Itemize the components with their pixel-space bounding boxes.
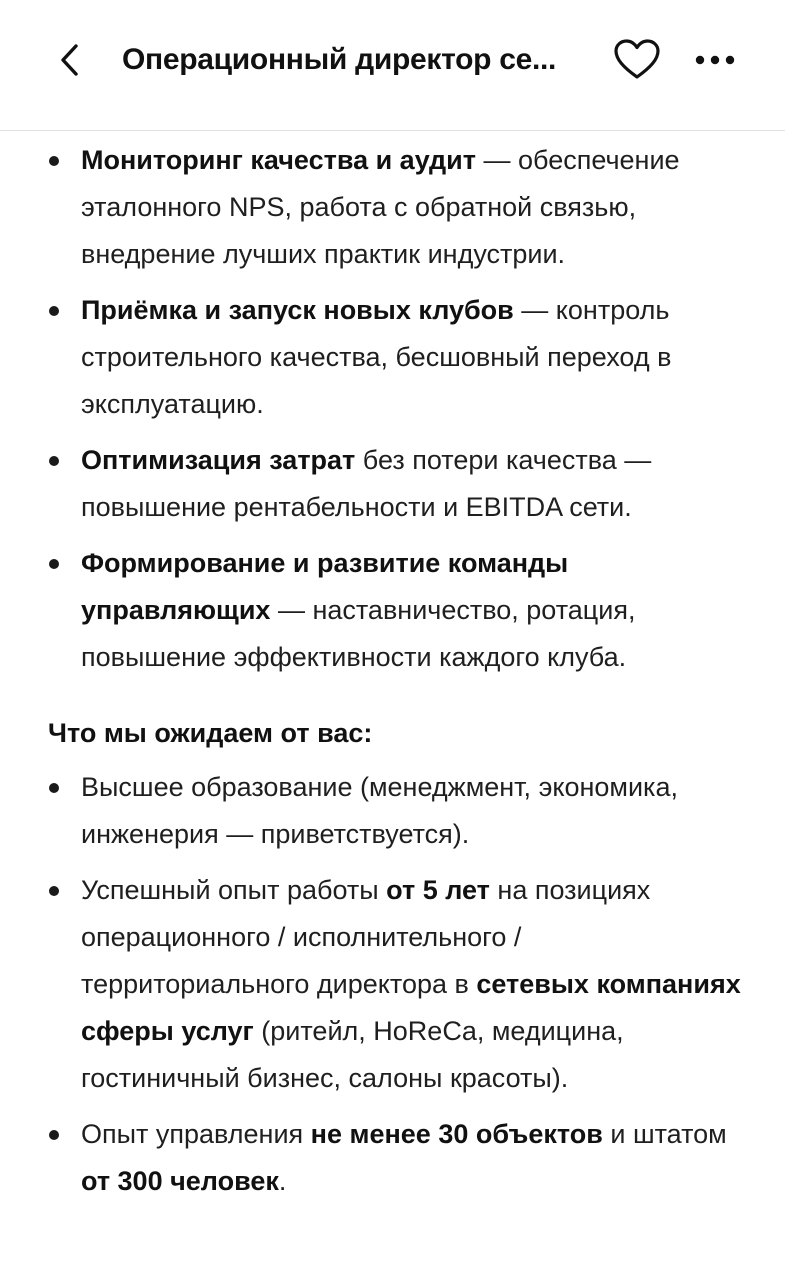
more-options-button[interactable] <box>690 38 740 82</box>
bullet-icon <box>49 156 59 166</box>
item-text: без потери качества — повышение рентабельности и EBITDA сети. <box>81 445 652 522</box>
item-bold: Мониторинг качества и аудит <box>81 145 477 175</box>
item-bold: Формирование и развитие команды управляющих <box>81 548 569 625</box>
bullet-icon <box>49 456 59 466</box>
item-text: Опыт управления <box>81 1119 311 1149</box>
favorite-button[interactable] <box>612 36 662 82</box>
heart-icon <box>613 38 661 80</box>
top-bar <box>0 0 785 131</box>
item-text: Высшее образование (менеджмент, экономика, инженерия — приветствуется). <box>81 772 678 849</box>
list-item <box>0 867 785 1102</box>
item-bold: от 5 лет <box>386 875 490 905</box>
item-bold: не менее 30 объектов <box>310 1119 603 1149</box>
page-title: Операционный директор се... <box>122 43 557 76</box>
item-bold: от 300 человек <box>81 1166 279 1196</box>
bullet-icon <box>49 306 59 316</box>
list-item <box>0 287 785 428</box>
chevron-left-icon <box>57 43 83 77</box>
requirements-heading: Что мы ожидаем от вас: <box>48 718 373 748</box>
item-text: — контроль строительного качества, бесшовный переход в эксплуатацию. <box>81 295 672 419</box>
vacancy-description <box>0 131 785 1280</box>
list-item <box>0 137 785 278</box>
list-item <box>0 437 785 531</box>
bullet-icon <box>49 559 59 569</box>
back-button[interactable] <box>48 38 92 82</box>
bullet-icon <box>49 886 59 896</box>
item-text: и штатом <box>602 1119 727 1149</box>
bullet-icon <box>49 1130 59 1140</box>
list-item <box>0 764 785 858</box>
item-text: . <box>278 1166 287 1196</box>
item-bold: сетевых компаниях сферы услуг <box>81 969 741 1046</box>
item-text: — наставничество, ротация, повышение эффективности каждого клуба. <box>81 595 636 672</box>
responsibilities-list <box>0 137 785 690</box>
list-item <box>0 1111 785 1205</box>
item-text: Успешный опыт работы <box>81 875 387 905</box>
more-horizontal-icon <box>695 55 735 65</box>
list-item <box>0 540 785 681</box>
requirements-list <box>0 764 785 1214</box>
item-text: (ритейл, HoReCa, медицина, гостиничный бизнес, салоны красоты). <box>81 1016 624 1093</box>
item-bold: Приёмка и запуск новых клубов <box>81 295 514 325</box>
item-text: на позициях операционного / исполнительного / территориального директора в <box>81 875 651 999</box>
bullet-icon <box>49 783 59 793</box>
item-text: — обеспечение эталонного NPS, работа с обратной связью, внедрение лучших практик индустрии. <box>81 145 680 269</box>
item-bold: Оптимизация затрат <box>81 445 356 475</box>
